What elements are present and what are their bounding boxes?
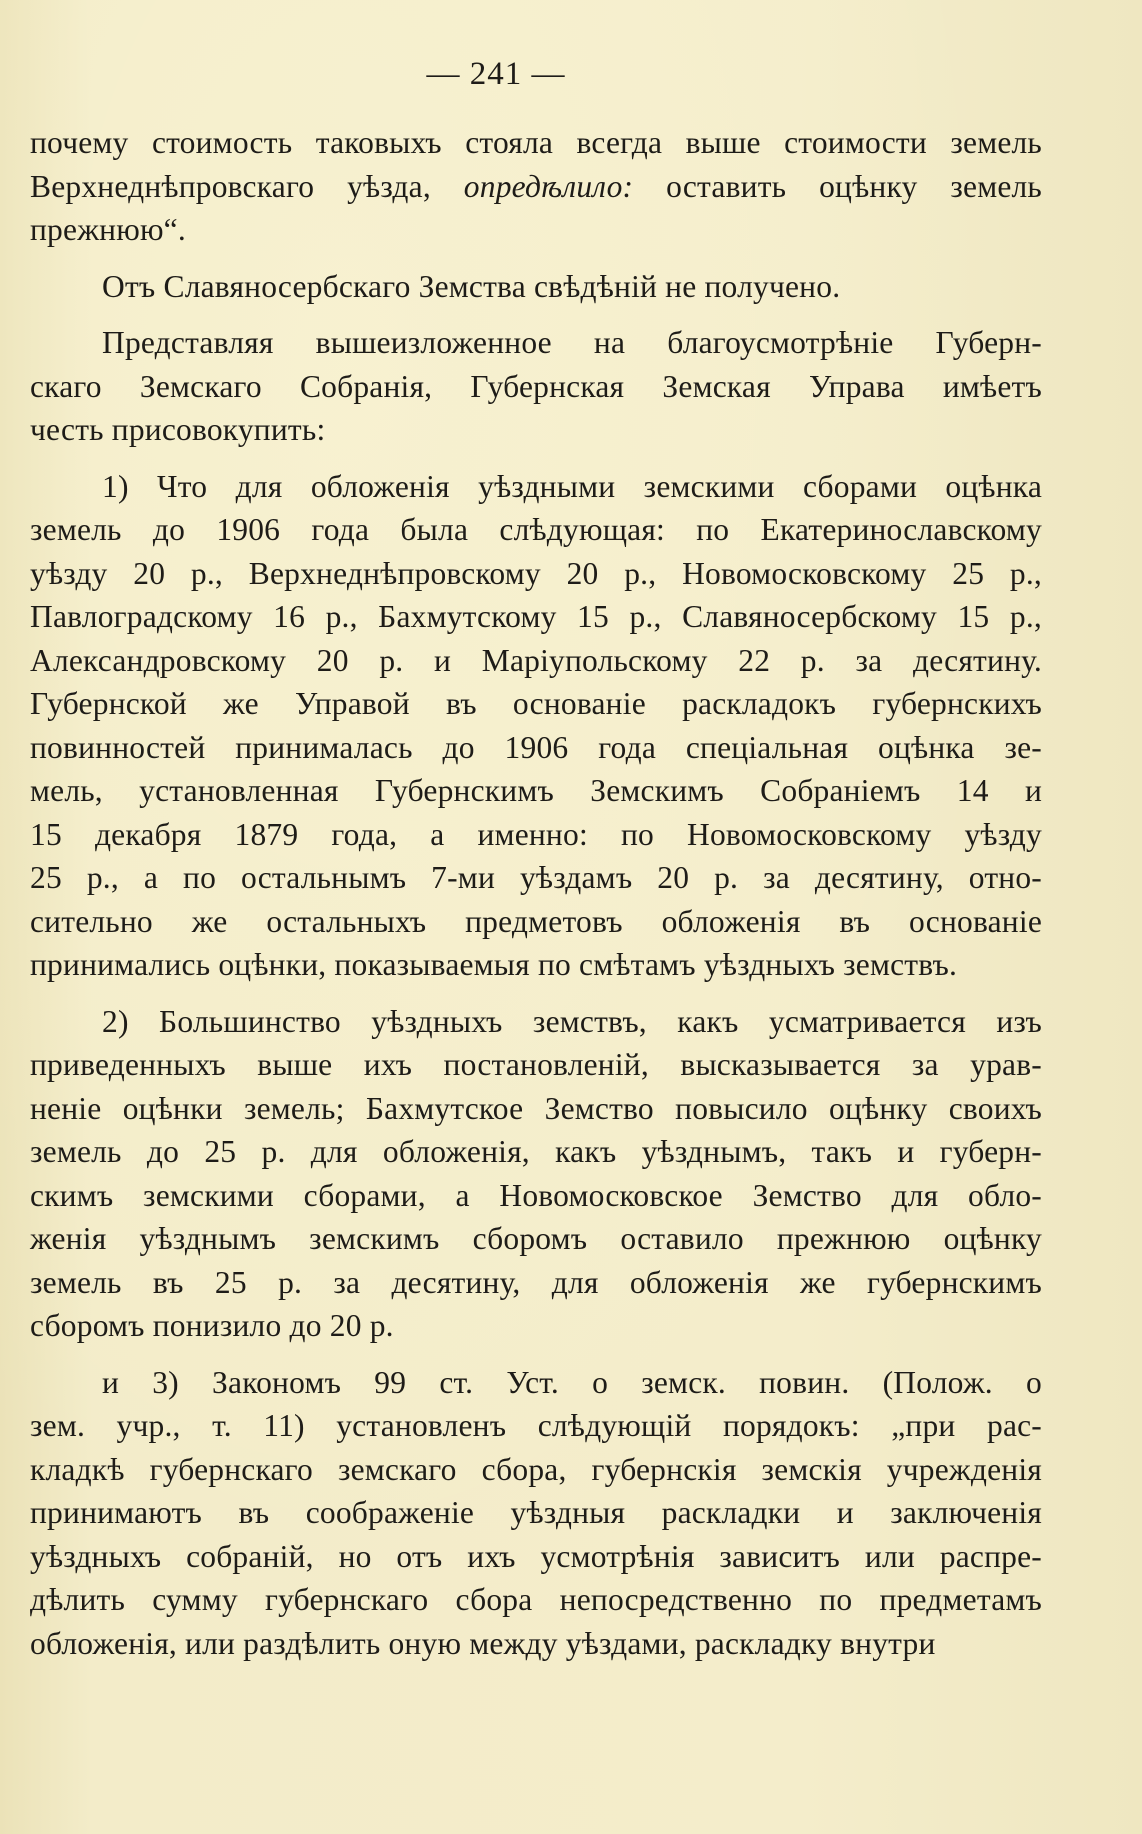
text-line: 15 декабря 1879 года, а именно: по Новомосковскому уѣзду: [30, 816, 1042, 852]
text-line: зем. учр., т. 11) установленъ слѣдующій порядокъ: „при рас-: [30, 1408, 1042, 1443]
text-line: дѣлить сумму губернскаго сбора непосредственно по предметамъ: [30, 1582, 1042, 1617]
text-line: мель, установленная Губернскимъ Земскимъ Собраніемъ 14 и: [30, 773, 1042, 808]
text-line: уѣзду 20 р., Верхнеднѣпровскому 20 р., Новомосковскому 25 р.,: [30, 555, 1042, 591]
text-line: земель до 25 р. для обложенія, какъ уѣзднымъ, такъ и губерн-: [30, 1134, 1042, 1169]
text-line: скимъ земскими сборами, а Новомосковское Земство для обло-: [30, 1177, 1042, 1213]
text-line: Представляя вышеизложенное на благоусмотрѣніе Губерн-: [102, 325, 1042, 360]
text-line: повинностей принималась до 1906 года спеціальная оцѣнка зе-: [30, 729, 1042, 765]
text-line: скаго Земскаго Собранія, Губернская Земская Управа имѣетъ: [30, 368, 1042, 404]
text-line: приведенныхъ выше ихъ постановленій, высказывается за урав-: [30, 1047, 1042, 1082]
text-line: кладкѣ губернскаго земскаго сбора, губернскія земскія учрежденія: [30, 1451, 1042, 1487]
text-line: честь присовокупить:: [30, 412, 326, 447]
text-line: сительно же остальныхъ предметовъ обложенія въ основаніе: [30, 903, 1042, 939]
text-line: женія уѣзднымъ земскимъ сборомъ оставило прежнюю оцѣнку: [30, 1221, 1042, 1256]
text-line: 1) Что для обложенія уѣздными земскими сборами оцѣнка: [102, 468, 1042, 504]
paragraph: [30, 1000, 1042, 1348]
text-line: 2) Большинство уѣздныхъ земствъ, какъ усматривается изъ: [102, 1003, 1042, 1039]
text-line: земель до 1906 года была слѣдующая: по Екатеринославскому: [30, 512, 1042, 547]
paragraph: [30, 265, 1042, 309]
text-line: принимались оцѣнки, показываемыя по смѣтамъ уѣздныхъ земствъ.: [30, 947, 958, 982]
text-line: уѣздныхъ собраній, но отъ ихъ усмотрѣнія зависитъ или распре-: [30, 1538, 1042, 1574]
text-line: принимаютъ въ соображеніе уѣздныя раскладки и заключенія: [30, 1495, 1042, 1530]
text-line: Отъ Славяносербскаго Земства свѣдѣній не получено.: [102, 268, 841, 304]
text-line: земель въ 25 р. за десятину, для обложенія же губернскимъ: [30, 1264, 1042, 1300]
text-line: Губернской же Управой въ основаніе раскладокъ губернскихъ: [30, 686, 1042, 721]
text-line: Александровскому 20 р. и Маріупольскому 22 р. за десятину.: [30, 642, 1042, 678]
body-text: [30, 121, 1042, 1665]
text-line: и 3) Закономъ 99 ст. Уст. о земск. повин. (Полож. о: [102, 1364, 1042, 1400]
paragraph: [30, 321, 1042, 452]
italic-word: опредѣлило:: [463, 168, 634, 204]
paragraph: [30, 1361, 1042, 1666]
text-line: прежнюю“.: [30, 212, 186, 247]
text-line: сборомъ понизило до 20 р.: [30, 1308, 394, 1343]
text-line: неніе оцѣнки земель; Бахмутское Земство повысило оцѣнку своихъ: [30, 1090, 1042, 1126]
text-line: Павлоградскому 16 р., Бахмутскому 15 р., Славяносербскому 15 р.,: [30, 599, 1042, 634]
text-line: Верхнеднѣпровскаго уѣзда, опредѣлило: оставить оцѣнку земель: [30, 168, 1042, 204]
text-line: почему стоимость таковыхъ стояла всегда выше стоимости земель: [30, 125, 1042, 160]
page-number: — 241 —: [426, 56, 566, 92]
text-line: обложенія, или раздѣлить оную между уѣздами, раскладку внутри: [30, 1625, 936, 1661]
text-line: 25 р., а по остальнымъ 7-ми уѣздамъ 20 р. за десятину, отно-: [30, 860, 1042, 895]
paragraph: [30, 121, 1042, 252]
paragraph: [30, 465, 1042, 987]
